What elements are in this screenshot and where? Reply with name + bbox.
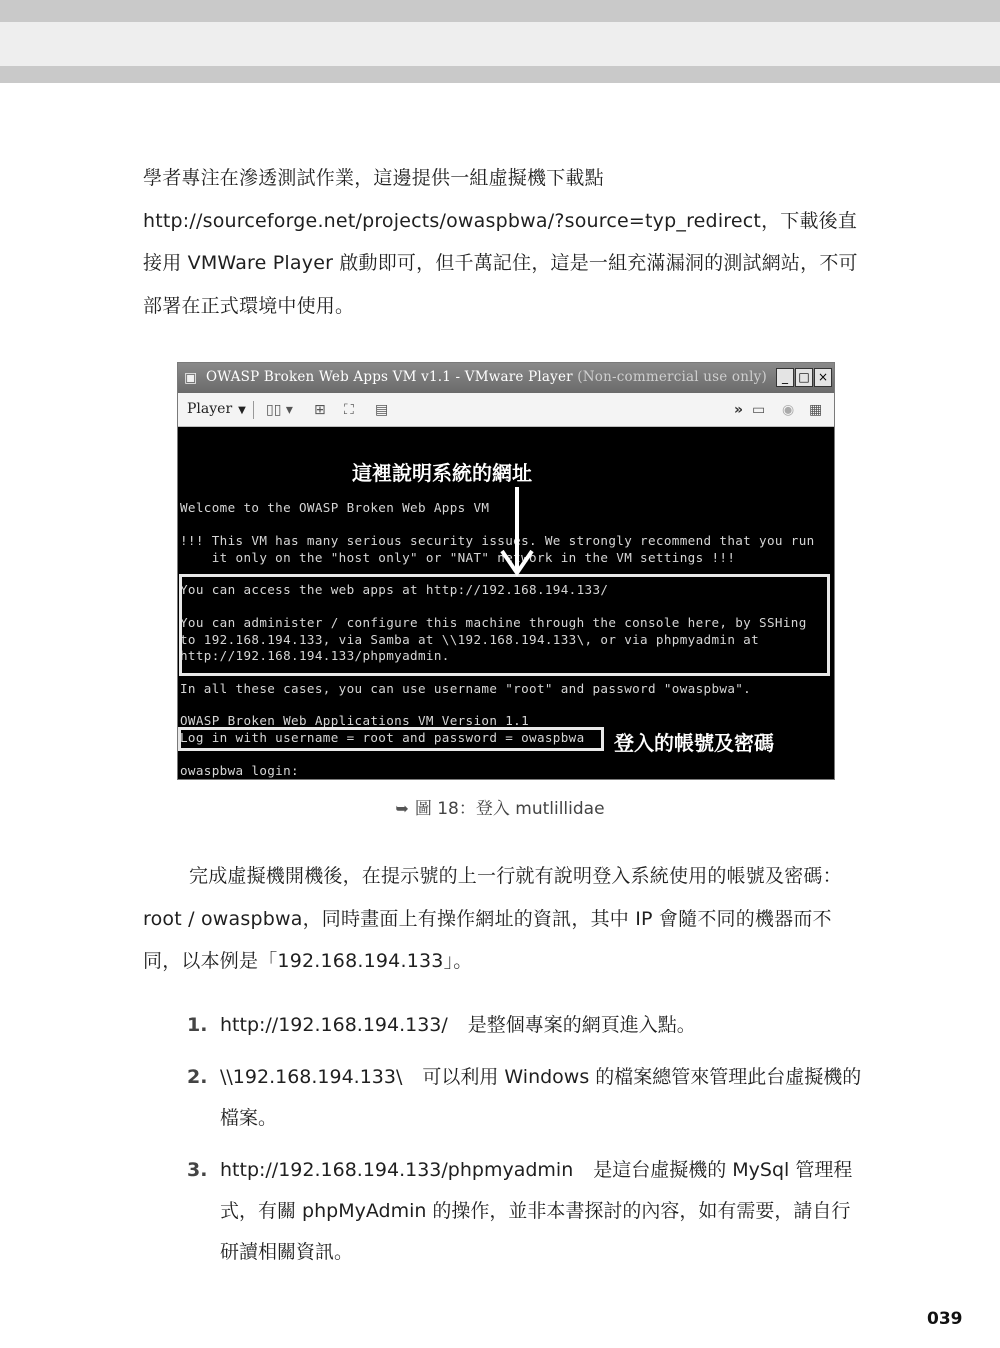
player-menu[interactable] [187,401,246,417]
terminal-line: it only on the "host only" or "NAT" network in the VM settings !!! [180,550,736,565]
terminal-line: to 192.168.194.133, via Samba at \\192.168.194.133\, or via phpmyadmin at [180,632,760,647]
vm-console-screen[interactable] [178,427,834,779]
player-menu-label: Player [187,401,233,417]
terminal-line: owaspbwa login: [180,763,299,778]
page-number: 039 [927,1309,963,1329]
body-paragraph [143,855,867,983]
terminal-line: Welcome to the OWASP Broken Web Apps VM [180,500,490,515]
figure-caption [0,794,1000,819]
body-paragraph-text: 完成虛擬機開機後，在提示號的上一行就有說明登入系統使用的帳號及密碼：root / owaspbwa，同時畫面上有操作網址的資訊，其中 IP 會隨不同的機器而不同，以本例是「192.168.194.133」。 [143,865,842,972]
minimize-button[interactable]: _ [776,368,794,387]
header-band-bottom [0,66,1000,83]
terminal-line: http://192.168.194.133/phpmyadmin. [180,648,450,663]
vm-toolbar [178,393,834,427]
login-annotation: 登入的帳號及密碼 [614,731,774,755]
list-text: 可以利用 Windows 的檔案總管來管理此台虛擬機的檔案。 [220,1066,862,1129]
unity-icon[interactable]: ▤ [375,402,389,418]
header-band-top [0,0,1000,22]
header-band-middle [0,22,1000,66]
terminal-line: In all these cases, you can use username "root" and password "owaspbwa". [180,681,752,696]
terminal-line: You can access the web apps at http://192.168.194.133/ [180,582,609,597]
list-text: 是整個專案的網頁進入點。 [467,1014,696,1036]
chevron-down-icon: ▼ [238,405,246,416]
terminal-line: OWASP Broken Web Applications VM Version 1.1 [180,713,530,728]
maximize-button[interactable]: □ [795,368,813,387]
fullscreen-icon[interactable]: ⛶ [344,402,354,418]
url-annotation: 這裡說明系統的網址 [352,461,532,485]
terminal-line: You can administer / configure this machine through the console here, by SSHing [180,615,807,630]
list-item [187,1057,867,1139]
window-title [206,369,767,385]
list-number: 1. [187,1014,208,1036]
terminal-line: !!! This VM has many serious security issues. We strongly recommend that you run [180,533,815,548]
terminal-line: Log in with username = root and password = owaspbwa [180,730,585,745]
cd-icon[interactable]: ◉ [782,402,795,418]
vmware-player-window [177,362,835,780]
list-text: 是這台虛擬機的 MySql 管理程式，有關 phpMyAdmin 的操作，並非本書探討的內容，如有需要，請自行研讀相關資訊。 [220,1159,853,1263]
window-titlebar [178,363,834,393]
arrow-right-icon: ➥ [395,799,409,818]
device-icon[interactable]: ▭ [752,402,766,418]
figure-caption-text: 圖 18：登入 mutlillidae [414,799,605,819]
window-title-suffix: (Non-commercial use only) [577,369,767,385]
settings-icon[interactable]: ▦ [809,402,823,418]
close-button[interactable]: × [814,368,832,387]
list-code: \\192.168.194.133\ [220,1066,403,1088]
pause-icon[interactable]: ▯▯ ▾ [266,402,293,418]
toolbar-divider [253,401,254,419]
list-item [187,1005,867,1046]
list-number: 2. [187,1066,208,1088]
window-title-text: OWASP Broken Web Apps VM v1.1 - VMware Player [206,369,573,385]
list-code: http://192.168.194.133/phpmyadmin [220,1159,574,1181]
list-number: 3. [187,1159,208,1181]
list-code: http://192.168.194.133/ [220,1014,448,1036]
network-icon[interactable]: ⊞ [314,402,326,418]
numbered-list [187,1005,867,1284]
intro-paragraph: 學者專注在滲透測試作業，這邊提供一組虛擬機下載點 http://sourceforge.net/projects/owaspbwa/?source=typ_redirect，下載後直接用 VMWare Player 啟動即可，但千萬記住，這是一組充滿漏洞的測試網站，不可部署在正式環境中使用。 [143,167,858,317]
list-item [187,1150,867,1273]
app-icon: ▣ [184,370,198,386]
double-chevron-icon[interactable]: » [734,402,744,418]
